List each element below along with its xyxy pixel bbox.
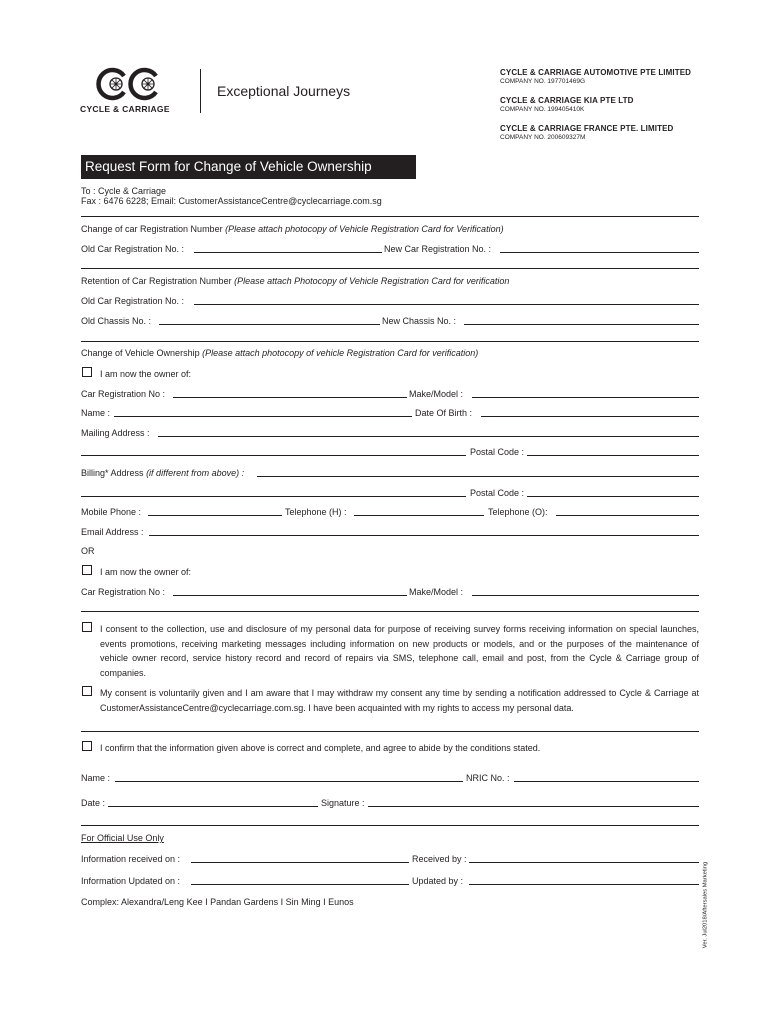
updated-by-label: Updated by :: [412, 876, 464, 886]
tel-o-label: Telephone (O):: [488, 507, 548, 517]
section2-title: Retention of Car Registration Number: [81, 276, 232, 286]
owner-label-1: I am now the owner of:: [100, 369, 192, 379]
date-label: Date :: [81, 798, 106, 808]
company-1-no: COMPANY NO. 197701469G: [500, 78, 586, 85]
email-field[interactable]: [149, 535, 699, 536]
tagline: Exceptional Journeys: [217, 83, 351, 99]
car-reg-label-1: Car Registration No :: [81, 389, 166, 399]
company-3: [500, 124, 673, 141]
tel-h-label: Telephone (H) :: [285, 507, 347, 517]
received-on-field[interactable]: [191, 862, 409, 863]
section2-note: (Please attach Photocopy of Vehicle Registration Card for verification: [234, 276, 510, 286]
owner1-row7: [81, 507, 699, 519]
version-label: Ver. Jul2018/Aftersales Marketing: [702, 861, 709, 949]
updated-by-field[interactable]: [469, 884, 699, 885]
tel-o-field[interactable]: [556, 515, 699, 516]
section2-row1: [81, 296, 699, 308]
signature-label: Signature :: [321, 798, 365, 808]
confirm-name-label: Name :: [81, 773, 111, 783]
form-title: [81, 155, 416, 179]
brand-logo: [80, 66, 185, 116]
section-divider: [81, 611, 699, 612]
owner1-row4: [81, 447, 699, 459]
mailing-label: Mailing Address :: [81, 428, 150, 438]
owner-checkbox-2[interactable]: [82, 565, 92, 575]
company-1-name: CYCLE & CARRIAGE AUTOMOTIVE PTE LIMITED: [500, 68, 692, 77]
postal-field-2[interactable]: [527, 496, 699, 497]
old-chassis-label: Old Chassis No. :: [81, 316, 152, 326]
nric-label: NRIC No. :: [466, 773, 510, 783]
updated-on-field[interactable]: [191, 884, 409, 885]
company-3-name: CYCLE & CARRIAGE FRANCE PTE. LIMITED: [500, 124, 674, 133]
section3-title: Change of Vehicle Ownership: [81, 348, 200, 358]
section-divider: [81, 341, 699, 342]
nric-field[interactable]: [514, 781, 699, 782]
car-reg-field-2[interactable]: [173, 595, 407, 596]
section1-note: (Please attach photocopy of Vehicle Registration Card for Verification): [225, 224, 504, 234]
mobile-field[interactable]: [148, 515, 282, 516]
confirm-row1: [81, 773, 699, 785]
company-1: [500, 68, 691, 85]
company-3-no: COMPANY NO. 200609327M: [500, 134, 586, 141]
dob-field[interactable]: [481, 416, 699, 417]
make-model-field-1[interactable]: [472, 397, 699, 398]
billing-note: (if different from above) :: [146, 468, 245, 478]
consent-text-1: I consent to the collection, use and disclosure of my personal data for purpose of receiving survey forms receiving information on special launches, events promotions, receiving marketing messages including information on new products or models, and or the purposes of the maintenance of vehicle owner record, service history record and record of repairs via SMS, telephone call, email and post, from the Cycle & Carriage group of companies.: [100, 624, 699, 679]
official-heading: For Official Use Only: [81, 833, 164, 843]
make-model-field-2[interactable]: [472, 595, 699, 596]
email-label: Email Address :: [81, 527, 144, 537]
old-reg-label: Old Car Registration No. :: [81, 244, 185, 254]
official-row1: [81, 854, 699, 866]
billing-field-2[interactable]: [81, 496, 466, 497]
company-2-no: COMPANY NO. 199405410K: [500, 106, 585, 113]
dob-label: Date Of Birth :: [415, 408, 473, 418]
section-divider: [81, 825, 699, 826]
new-chassis-label: New Chassis No. :: [382, 316, 457, 326]
owner-checkbox-1[interactable]: [82, 367, 92, 377]
owner2-row1: [81, 587, 699, 599]
confirm-row2: [81, 798, 699, 810]
new-reg-field[interactable]: [500, 252, 699, 253]
car-reg-field-1[interactable]: [173, 397, 407, 398]
owner1-row2: [81, 408, 699, 420]
section1-row: [81, 244, 699, 256]
mailing-field-2[interactable]: [81, 455, 466, 456]
received-by-field[interactable]: [469, 862, 699, 863]
received-by-label: Received by :: [412, 854, 467, 864]
official-row2: [81, 876, 699, 888]
confirm-name-field[interactable]: [115, 781, 463, 782]
retain-old-reg-field[interactable]: [194, 304, 699, 305]
mailing-field[interactable]: [158, 436, 699, 437]
section1-title: Change of car Registration Number: [81, 224, 223, 234]
section2-row2: [81, 316, 699, 328]
company-2: [500, 96, 633, 113]
section-divider: [81, 268, 699, 269]
consent-checkbox-1[interactable]: [82, 622, 92, 632]
to-line: To : Cycle & Carriage: [81, 186, 167, 196]
updated-on-label: Information Updated on :: [81, 876, 181, 886]
new-reg-label: New Car Registration No. :: [384, 244, 492, 254]
new-chassis-field[interactable]: [464, 324, 699, 325]
owner1-row8: [81, 527, 699, 539]
section1-heading: [81, 224, 699, 236]
old-chassis-field[interactable]: [159, 324, 380, 325]
or-label: OR: [81, 546, 95, 556]
name-label: Name :: [81, 408, 111, 418]
consent-text-2: My consent is voluntarily given and I am aware that I may withdraw my consent any time by sending a notification addressed to Cycle & Carriage at CustomerAssistanceCentre@cyclecarriage.com.sg. I have been acquainted with my rights to access my personal data.: [100, 688, 699, 713]
retain-old-reg-label: Old Car Registration No. :: [81, 296, 185, 306]
billing-field[interactable]: [257, 476, 699, 477]
tel-h-field[interactable]: [354, 515, 484, 516]
postal-field-1[interactable]: [527, 455, 699, 456]
billing-label: Billing* Address: [81, 468, 144, 478]
header-divider: [200, 69, 201, 113]
consent-checkbox-2[interactable]: [82, 686, 92, 696]
postal-label-1: Postal Code :: [470, 447, 525, 457]
brand-name: CYCLE & CARRIAGE: [80, 104, 170, 114]
make-model-label-2: Make/Model :: [409, 587, 464, 597]
mobile-label: Mobile Phone :: [81, 507, 142, 517]
complex-list: Complex: Alexandra/Leng Kee I Pandan Gardens I Sin Ming I Eunos: [81, 897, 354, 907]
name-field[interactable]: [114, 416, 412, 417]
date-field[interactable]: [108, 806, 318, 807]
section3-note: (Please attach photocopy of vehicle Registration Card for verification): [202, 348, 479, 358]
section-divider: [81, 731, 699, 732]
postal-label-2: Postal Code :: [470, 488, 525, 498]
owner1-row5: [81, 468, 699, 480]
confirm-checkbox[interactable]: [82, 741, 92, 751]
owner1-row3: [81, 428, 699, 440]
form-title-text: Request Form for Change of Vehicle Ownership: [85, 159, 372, 174]
signature-field[interactable]: [368, 806, 699, 807]
old-reg-field[interactable]: [194, 252, 382, 253]
section-divider: [81, 216, 699, 217]
section3-heading: [81, 348, 699, 360]
received-on-label: Information received on :: [81, 854, 181, 864]
owner-label-2: I am now the owner of:: [100, 567, 192, 577]
make-model-label-1: Make/Model :: [409, 389, 464, 399]
cc-logo-icon: [80, 66, 185, 102]
company-2-name: CYCLE & CARRIAGE KIA PTE LTD: [500, 96, 634, 105]
car-reg-label-2: Car Registration No :: [81, 587, 166, 597]
fax-email-line: Fax : 6476 6228; Email: CustomerAssistanceCentre@cyclecarriage.com.sg: [81, 196, 382, 206]
owner1-row6: [81, 488, 699, 500]
confirm-text: I confirm that the information given above is correct and complete, and agree to abide by the conditions stated.: [100, 743, 541, 753]
section2-heading: [81, 276, 699, 288]
owner1-row1: [81, 389, 699, 401]
